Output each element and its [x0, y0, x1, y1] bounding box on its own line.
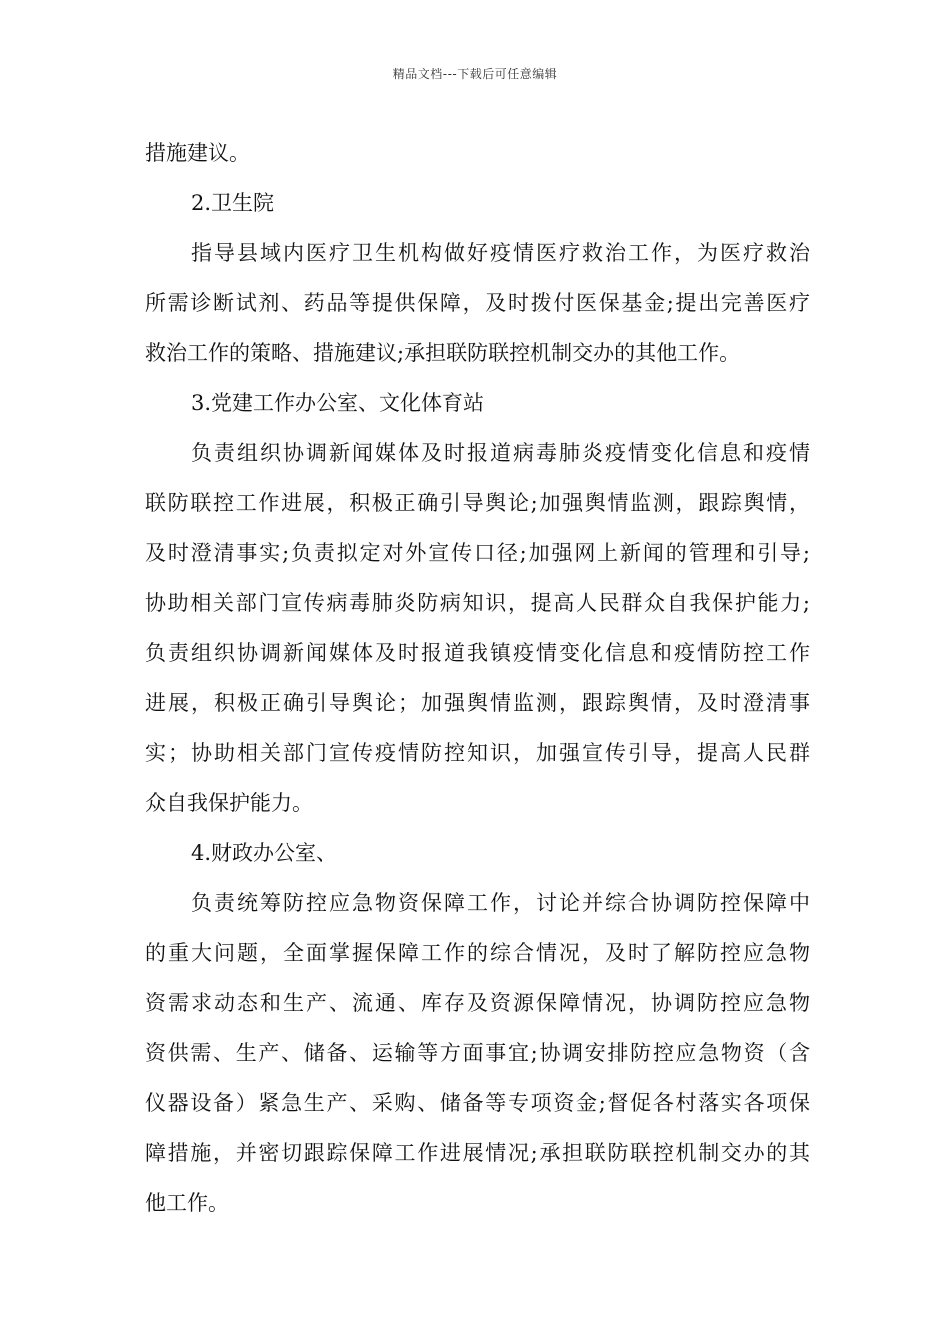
text-line: 资需求动态和生产、流通、库存及资源保障情况，协调防控应急物 — [145, 991, 810, 1015]
text-line: 实；协助相关部门宣传疫情防控知识，加强宣传引导，提高人民群 — [145, 741, 810, 765]
text-line: 及时澄清事实;负责拟定对外宣传口径;加强网上新闻的管理和引导; — [145, 541, 810, 565]
text-line: 他工作。 — [145, 1191, 229, 1215]
text-line: 仪器设备）紧急生产、采购、储备等专项资金;督促各村落实各项保 — [145, 1091, 810, 1115]
text-line: 负责组织协调新闻媒体及时报道病毒肺炎疫情变化信息和疫情 — [191, 441, 810, 465]
text-line: 的重大问题，全面掌握保障工作的综合情况，及时了解防控应急物 — [145, 941, 810, 965]
text-line: 众自我保护能力。 — [145, 791, 313, 815]
text-line: 进展，积极正确引导舆论；加强舆情监测，跟踪舆情，及时澄清事 — [145, 691, 810, 715]
page-header: 精品文档---下载后可任意编辑 — [392, 67, 558, 81]
text-line: 措施建议。 — [145, 141, 250, 165]
section-heading: 3.党建工作办公室、文化体育站 — [191, 391, 485, 415]
text-line: 联防联控工作进展，积极正确引导舆论;加强舆情监测，跟踪舆情， — [145, 491, 810, 515]
text-line: 负责组织协调新闻媒体及时报道我镇疫情变化信息和疫情防控工作 — [145, 641, 810, 665]
body-text — [145, 128, 810, 1228]
section-heading: 4.财政办公室、 — [191, 841, 338, 865]
text-line: 协助相关部门宣传病毒肺炎防病知识，提高人民群众自我保护能力; — [145, 591, 810, 615]
text-line: 救治工作的策略、措施建议;承担联防联控机制交办的其他工作。 — [145, 341, 741, 365]
text-line: 指导县域内医疗卫生机构做好疫情医疗救治工作，为医疗救治 — [191, 241, 810, 265]
text-line: 所需诊断试剂、药品等提供保障，及时拨付医保基金;提出完善医疗 — [145, 291, 810, 315]
text-line: 资供需、生产、储备、运输等方面事宜;协调安排防控应急物资（含 — [145, 1041, 810, 1065]
text-line: 负责统筹防控应急物资保障工作，讨论并综合协调防控保障中 — [191, 891, 810, 915]
section-heading: 2.卫生院 — [191, 191, 275, 215]
text-line: 障措施，并密切跟踪保障工作进展情况;承担联防联控机制交办的其 — [145, 1141, 810, 1165]
